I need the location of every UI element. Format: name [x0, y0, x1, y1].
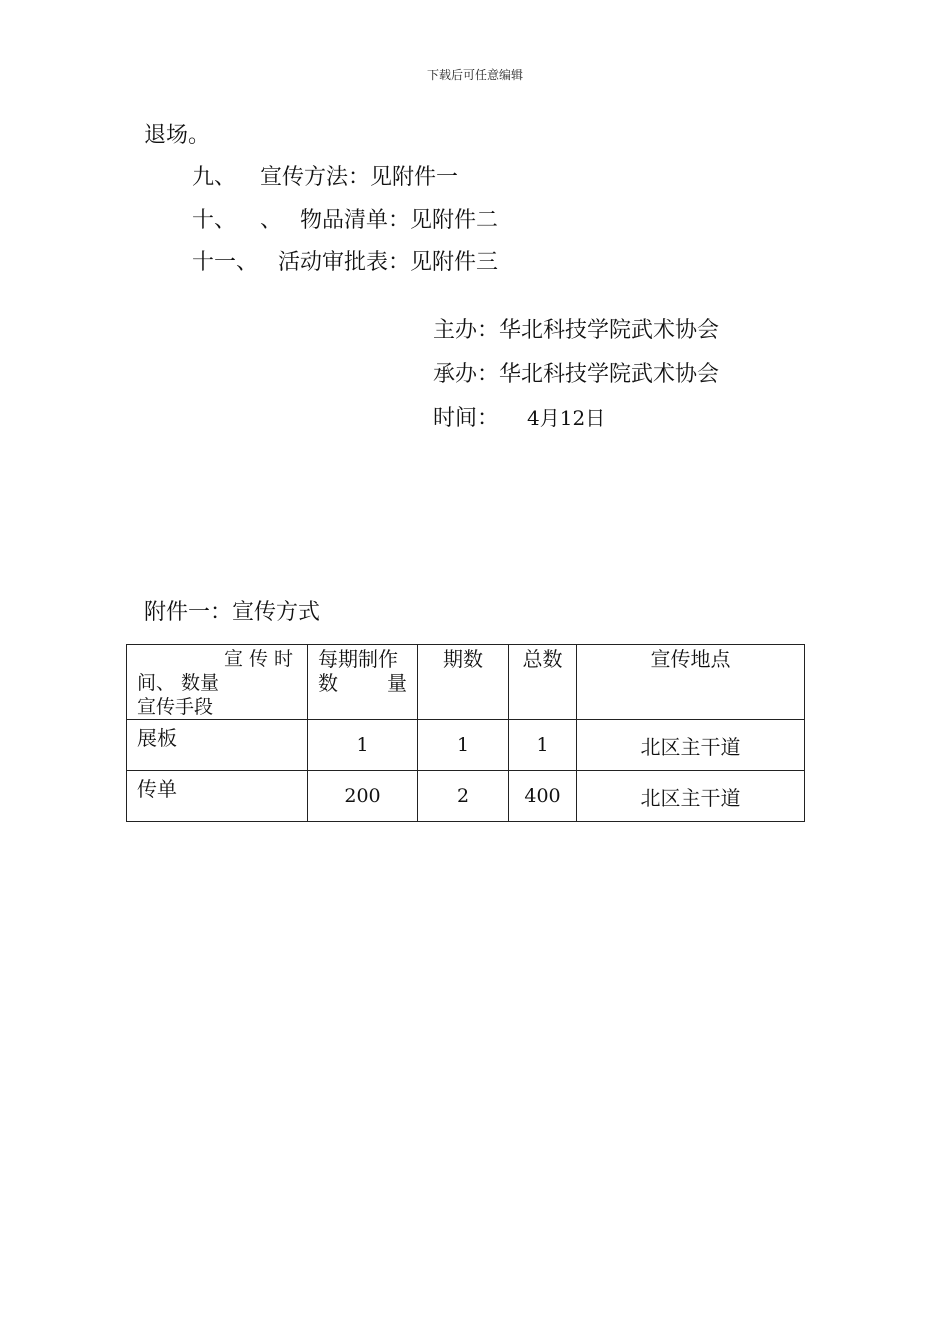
- signature-host: 主办：华北科技学院武术协会: [433, 318, 720, 343]
- time-label: 时间：: [433, 406, 500, 431]
- item-11-number: 十一、: [192, 250, 259, 275]
- item-10-text: 物品清单：见附件二: [300, 208, 499, 233]
- header-location: 宣传地点: [577, 645, 805, 720]
- corner-label-time: 宣传时: [223, 648, 299, 670]
- row-total: 400: [509, 771, 577, 822]
- promotion-table: [126, 644, 805, 822]
- corner-label-quantity: 间、 数量: [137, 672, 220, 694]
- item-10: [192, 207, 498, 235]
- table-header-row: [127, 645, 805, 720]
- row-issues: 1: [418, 720, 509, 771]
- item-9-number: 九、: [192, 165, 237, 190]
- row-issues: 2: [418, 771, 509, 822]
- header-issues: 期数: [418, 645, 509, 720]
- row-per-issue: 1: [308, 720, 418, 771]
- attachment-title: 附件一：宣传方式: [144, 600, 321, 625]
- item-9-text: 宣传方法：见附件一: [260, 165, 459, 190]
- row-method: 传单: [127, 771, 308, 822]
- line-exit: 退场。: [144, 123, 211, 148]
- header-per-issue-line2b: 量: [387, 671, 407, 695]
- row-total: 1: [509, 720, 577, 771]
- row-location: 北区主干道: [577, 720, 805, 771]
- header-per-issue-line1: 每期制作: [318, 647, 398, 671]
- header-per-issue: [308, 645, 418, 720]
- item-11-text: 活动审批表：见附件三: [278, 250, 499, 275]
- item-10-separator: 、: [260, 208, 283, 233]
- corner-label-method: 宣传手段: [137, 696, 214, 718]
- table-corner-cell: [127, 645, 308, 720]
- header-per-issue-line2a: 数: [318, 671, 338, 695]
- item-10-number: 十、: [192, 208, 237, 233]
- item-9: [192, 164, 458, 192]
- time-value: 4月12日: [527, 406, 606, 430]
- signature-time: [433, 404, 605, 433]
- row-location: 北区主干道: [577, 771, 805, 822]
- header-total: 总数: [509, 645, 577, 720]
- page-header-note: 下载后可任意编辑: [426, 68, 523, 82]
- row-per-issue: 200: [308, 771, 418, 822]
- table-row: [127, 771, 805, 822]
- row-method: 展板: [127, 720, 308, 771]
- table-row: [127, 720, 805, 771]
- item-11: [192, 249, 498, 277]
- signature-organizer: 承办：华北科技学院武术协会: [433, 362, 720, 387]
